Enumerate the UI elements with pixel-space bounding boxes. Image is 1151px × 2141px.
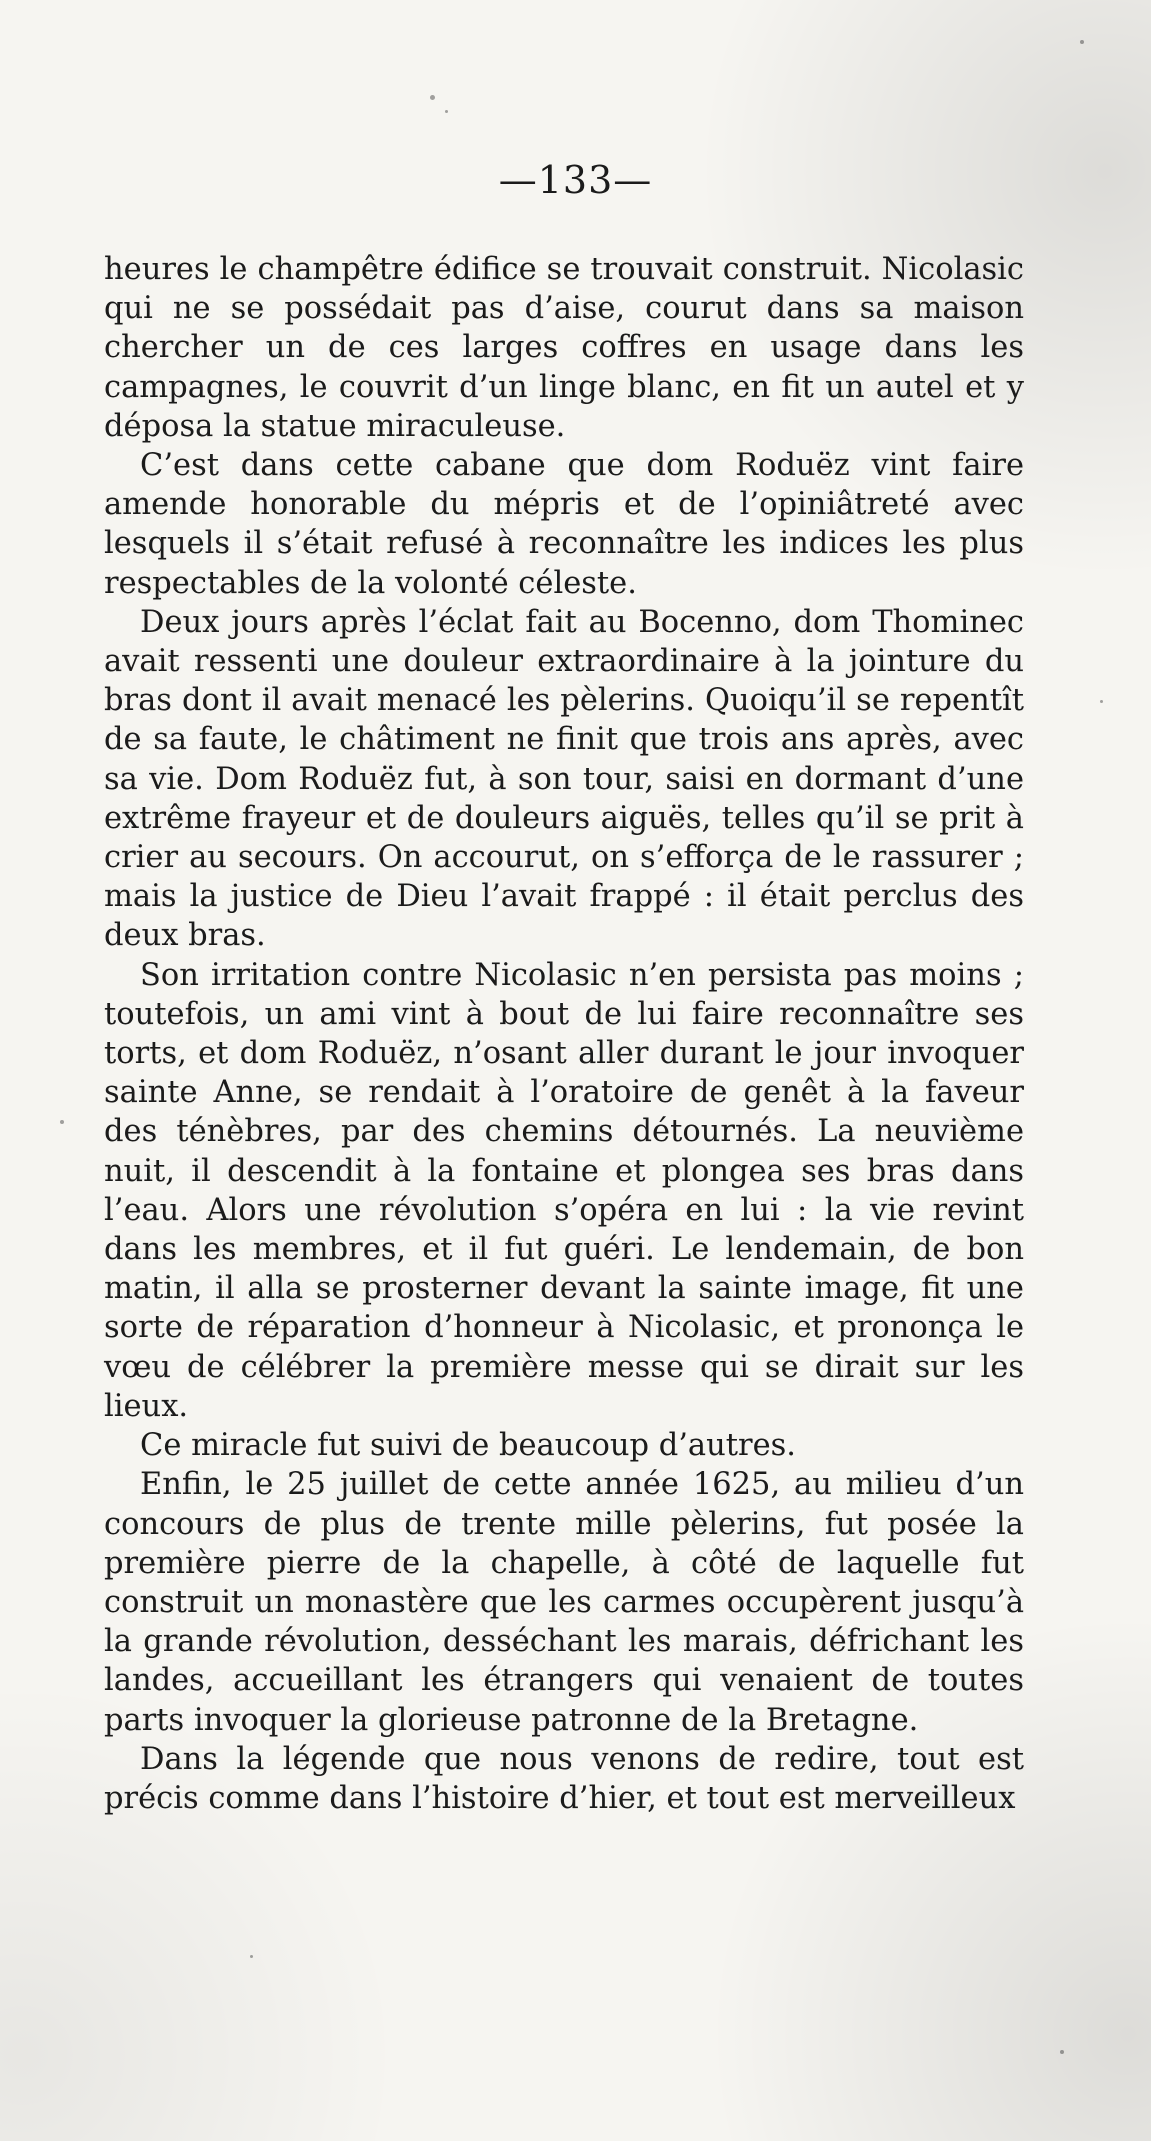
paragraph: Ce miracle fut suivi de beaucoup d’autres. (140, 1428, 796, 1464)
scan-speck (250, 1955, 253, 1958)
scan-speck (445, 110, 448, 113)
paragraph: Dans la légende que nous venons de redire, tout est précis comme dans l’histoire d’hier, et tout est merveilleux (104, 1741, 1024, 1816)
scan-speck (430, 95, 435, 100)
paragraph: Enfin, le 25 juillet de cette année 1625, au milieu d’un concours de plus de trente mille pèlerins, fut posée la première pierre de la chapelle, à côté de laquelle fut construit un monastère que les carmes occupèrent jusqu’à la grande révolution, desséchant les marais, défrichant les landes, accueillant les étrangers qui venaient de toutes parts invoquer la glorieuse patronne de la Bretagne. (104, 1467, 1024, 1738)
scan-speck (1060, 2050, 1064, 2054)
paragraph: heures le champêtre édifice se trouvait construit. Nicolasic qui ne se possédait pas d’aise, courut dans sa maison chercher un de ces larges coffres en usage dans les campagnes, le couvrit d’un linge blanc, en fit un autel et y déposa la statue miraculeuse. (104, 252, 1024, 444)
page-number: —133— (498, 158, 653, 202)
scan-speck (1100, 700, 1103, 703)
scan-speck (60, 1120, 64, 1124)
scan-speck (1080, 40, 1084, 44)
body-text (104, 250, 1024, 1818)
paragraph: C’est dans cette cabane que dom Roduëz vint faire amende honorable du mépris et de l’opiniâtreté avec lesquels il s’était refusé à reconnaître les indices les plus respectables de la volonté céleste. (104, 448, 1024, 601)
paragraph: Son irritation contre Nicolasic n’en persista pas moins ; toutefois, un ami vint à bout de lui faire reconnaître ses torts, et dom Roduëz, n’osant aller durant le jour invoquer sainte Anne, se rendait à l’oratoire de genêt à la faveur des ténèbres, par des chemins détournés. La neuvième nuit, il descendit à la fontaine et plongea ses bras dans l’eau. Alors une révolution s’opéra en lui : la vie revint dans les membres, et il fut guéri. Le lendemain, de bon matin, il alla se prosterner devant la sainte image, fit une sorte de réparation d’honneur à Nicolasic, et prononça le vœu de célébrer la première messe qui se dirait sur les lieux. (104, 957, 1024, 1424)
paragraph: Deux jours après l’éclat fait au Bocenno, dom Thominec avait ressenti une douleur extraordinaire à la jointure du bras dont il avait menacé les pèlerins. Quoiqu’il se repentît de sa faute, le châtiment ne finit que trois ans après, avec sa vie. Dom Roduëz fut, à son tour, saisi en dormant d’une extrême frayeur et de douleurs aiguës, telles qu’il se prit à crier au secours. On accourut, on s’efforça de le rassurer ; mais la justice de Dieu l’avait frappé : il était perclus des deux bras. (104, 604, 1024, 954)
